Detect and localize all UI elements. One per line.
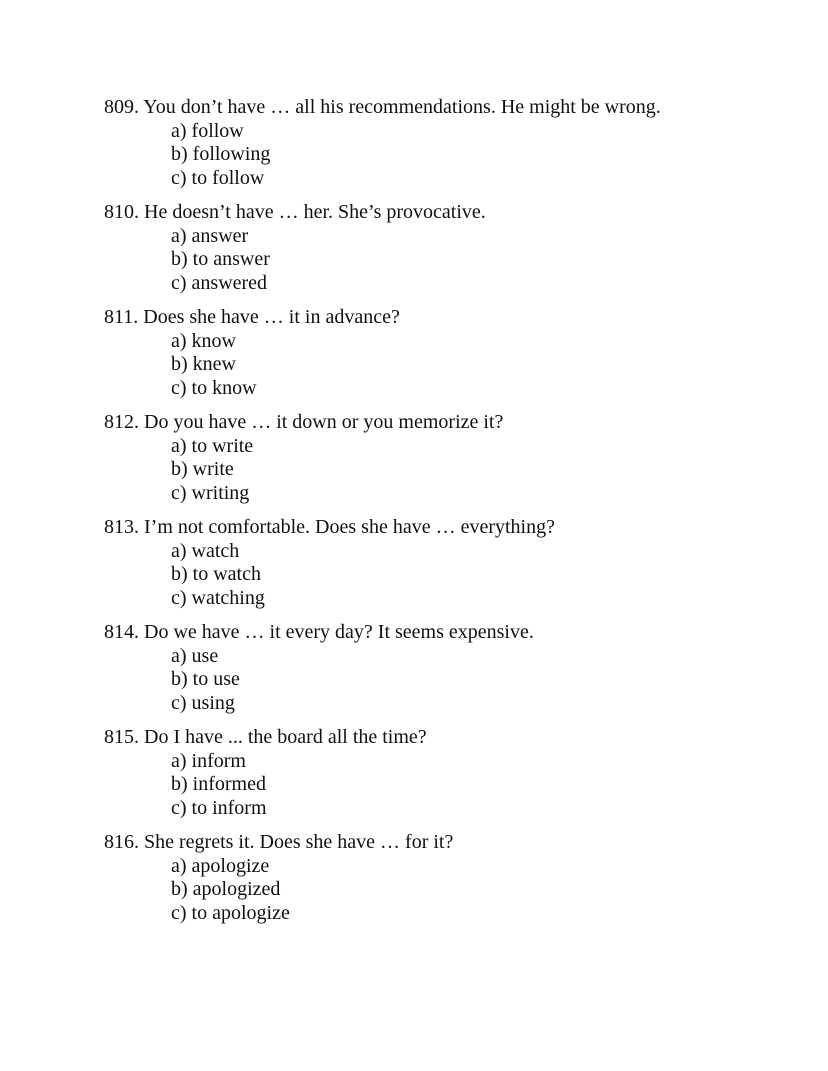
question-810 bbox=[104, 201, 794, 295]
question-815 bbox=[104, 726, 794, 820]
question-stem: 812. Do you have … it down or you memorize it? bbox=[104, 411, 504, 433]
option-b: b) following bbox=[171, 143, 271, 165]
question-816 bbox=[104, 831, 794, 925]
option-b: b) write bbox=[171, 458, 234, 480]
option-a: a) know bbox=[171, 329, 236, 352]
answer-options bbox=[104, 750, 794, 821]
question-814 bbox=[104, 621, 794, 715]
answer-options bbox=[104, 855, 794, 926]
option-b: b) to answer bbox=[171, 248, 270, 270]
question-809 bbox=[104, 96, 794, 190]
answer-options bbox=[104, 120, 794, 191]
option-c: c) to follow bbox=[171, 166, 265, 189]
question-stem: 809. You don’t have … all his recommendations. He might be wrong. bbox=[104, 96, 661, 118]
answer-options bbox=[104, 645, 794, 716]
option-a: a) to write bbox=[171, 434, 254, 457]
option-c: c) to apologize bbox=[171, 901, 290, 924]
answer-options bbox=[104, 435, 794, 506]
option-c: c) answered bbox=[171, 271, 268, 294]
answer-options bbox=[104, 330, 794, 401]
question-stem: 810. He doesn’t have … her. She’s provocative. bbox=[104, 201, 486, 223]
option-a: a) watch bbox=[171, 539, 240, 562]
question-stem: 811. Does she have … it in advance? bbox=[104, 306, 400, 328]
question-813 bbox=[104, 516, 794, 610]
option-a: a) answer bbox=[171, 224, 249, 247]
option-a: a) follow bbox=[171, 119, 244, 142]
option-b: b) to use bbox=[171, 668, 240, 690]
question-811 bbox=[104, 306, 794, 400]
question-stem: 814. Do we have … it every day? It seems expensive. bbox=[104, 621, 534, 643]
option-b: b) to watch bbox=[171, 563, 261, 585]
option-c: c) using bbox=[171, 691, 235, 714]
question-812 bbox=[104, 411, 794, 505]
question-stem: 813. I’m not comfortable. Does she have … everything? bbox=[104, 516, 555, 538]
answer-options bbox=[104, 225, 794, 296]
option-a: a) use bbox=[171, 644, 219, 667]
document-page bbox=[104, 96, 794, 936]
question-stem: 815. Do I have ... the board all the time? bbox=[104, 726, 427, 748]
answer-options bbox=[104, 540, 794, 611]
option-c: c) to know bbox=[171, 376, 257, 399]
option-b: b) knew bbox=[171, 353, 236, 375]
option-c: c) watching bbox=[171, 586, 265, 609]
option-c: c) to inform bbox=[171, 796, 267, 819]
option-c: c) writing bbox=[171, 481, 250, 504]
question-stem: 816. She regrets it. Does she have … for it? bbox=[104, 831, 454, 853]
option-b: b) informed bbox=[171, 773, 266, 795]
option-a: a) inform bbox=[171, 749, 246, 772]
option-b: b) apologized bbox=[171, 878, 281, 900]
option-a: a) apologize bbox=[171, 854, 270, 877]
